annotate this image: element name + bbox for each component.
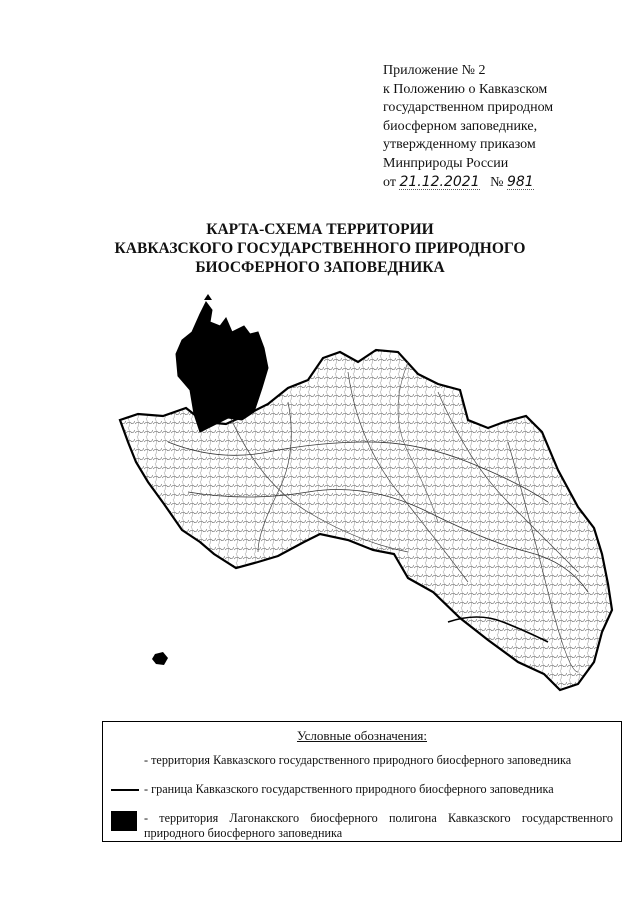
appendix-date-line — [383, 174, 623, 193]
legend-item-territory-text: - территория Кавказского государственного природного биосферного заповедника — [144, 753, 572, 767]
title-line-1: КАРТА-СХЕМА ТЕРРИТОРИИ — [206, 221, 434, 238]
legend-item-lagonaki-text: - территория Лагонакского биосферного полигона Кавказского государственного природного биосферного заповедника — [144, 811, 613, 840]
appendix-line-5: утвержденному приказом — [383, 137, 536, 153]
map-legend — [102, 721, 622, 842]
reserve-map — [108, 292, 618, 712]
handwritten-number: 981 — [506, 173, 534, 190]
appendix-line-6: Минприроды России — [383, 155, 509, 171]
black-area-icon — [111, 811, 137, 831]
number-prefix: № — [490, 174, 504, 190]
blank-area-icon — [111, 753, 135, 767]
appendix-line-4: биосферном заповеднике, — [383, 118, 538, 134]
appendix-line-1: Приложение № 2 — [383, 63, 486, 78]
boundary-line-icon — [111, 789, 139, 791]
handwritten-date: 21.12.2021 — [399, 173, 480, 190]
appendix-line-2: к Положению о Кавказском — [383, 81, 548, 97]
date-prefix: от — [383, 174, 396, 190]
legend-item-boundary-text: - граница Кавказского государственного природного биосферного заповедника — [144, 782, 554, 796]
reserve-map-svg — [108, 292, 618, 712]
appendix-block — [383, 62, 623, 192]
title-line-2: КАВКАЗСКОГО ГОСУДАРСТВЕННОГО ПРИРОДНОГО — [114, 240, 526, 257]
legend-title: Условные обозначения: — [296, 728, 428, 743]
western-enclave — [152, 652, 168, 665]
title-line-3: БИОСФЕРНОГО ЗАПОВЕДНИКА — [195, 259, 445, 276]
document-title — [0, 220, 640, 277]
appendix-line-3: государственном природном — [383, 100, 554, 116]
